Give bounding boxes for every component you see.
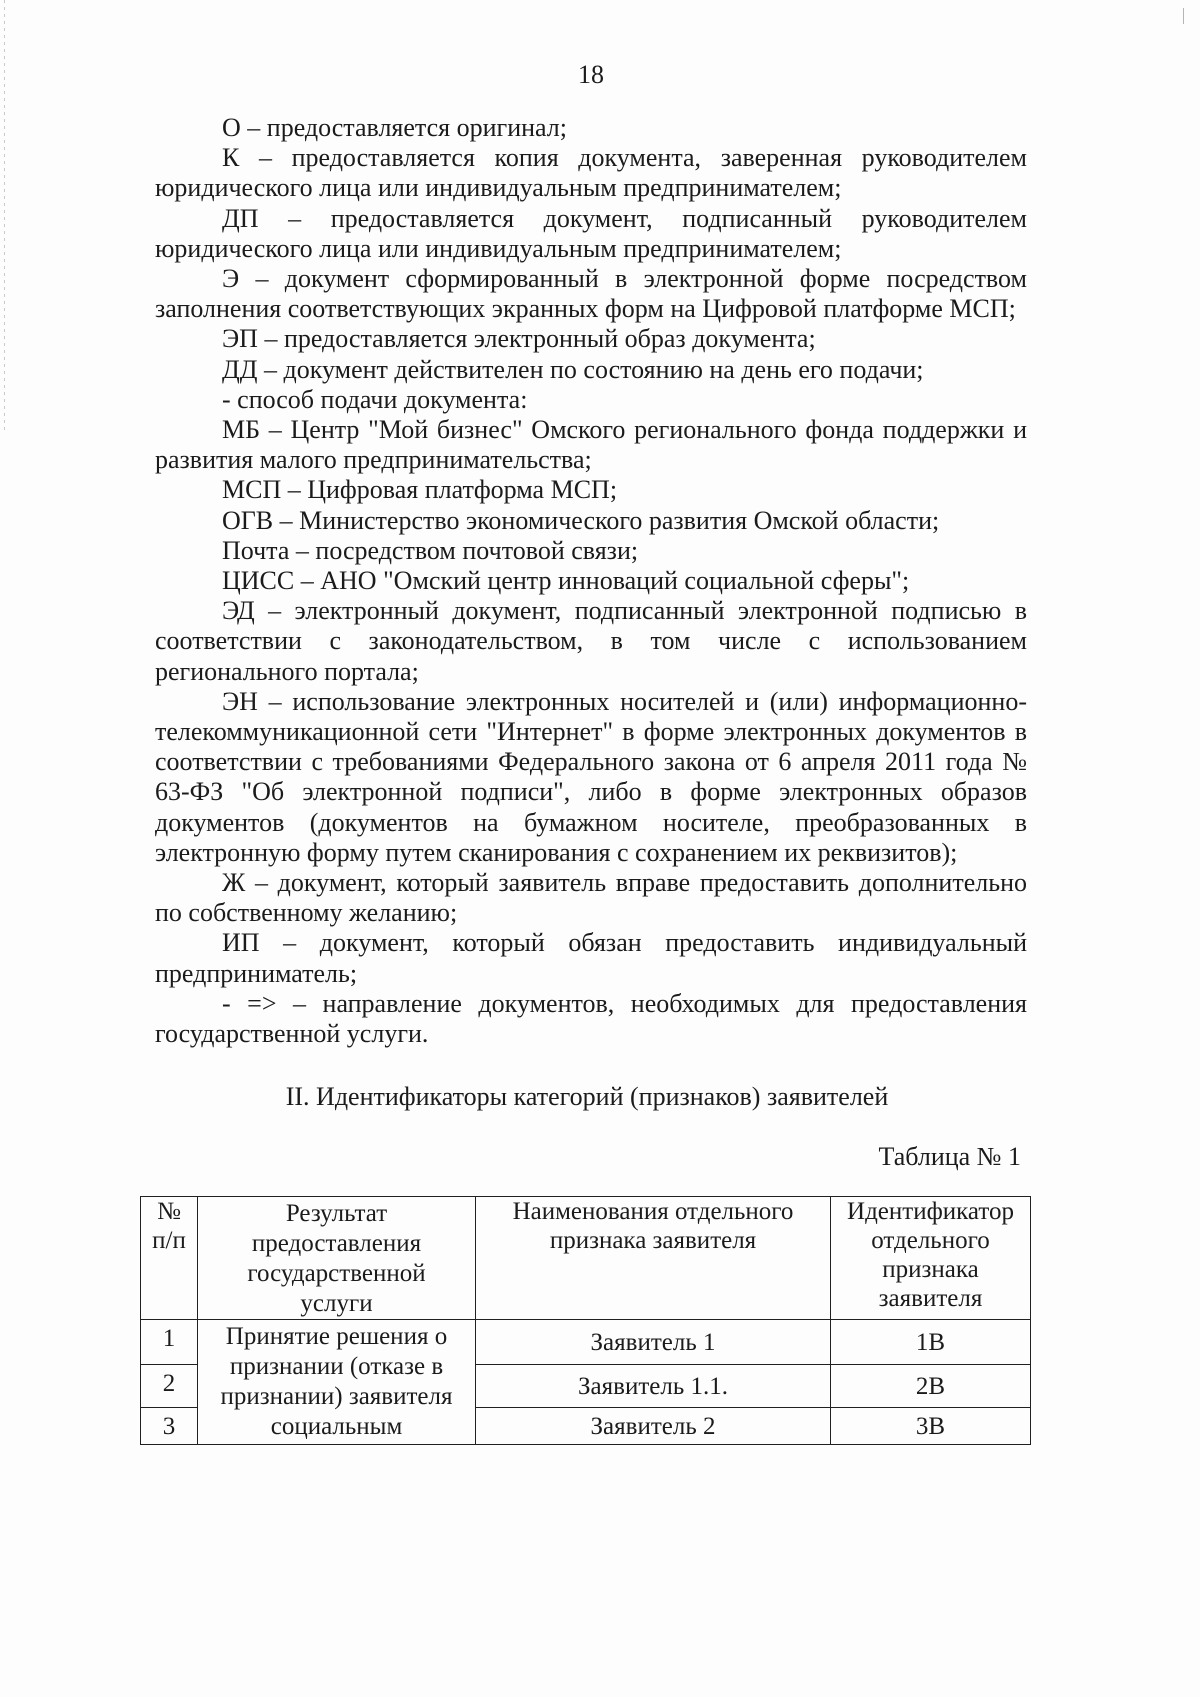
header-number: № п/п <box>141 1197 198 1320</box>
legend-item: ЦИСС – АНО "Омский центр инноваций социальной сферы"; <box>222 566 910 596</box>
row-number: 1 <box>141 1320 198 1365</box>
applicant-feature-name: Заявитель 2 <box>476 1408 831 1445</box>
row-number: 2 <box>141 1365 198 1408</box>
legend-item: ДД – документ действителен по состоянию на день его подачи; <box>222 354 924 384</box>
legend-item: - => – направление документов, необходимых для предоставления государственной услуги. <box>155 988 1027 1049</box>
service-result-cell: Принятие решения о признании (отказе в признании) заявителя социальным <box>198 1320 476 1445</box>
legend-item: МБ – Центр "Мой бизнес" Омского регионального фонда поддержки и развития малого предпринимательства; <box>155 415 1027 475</box>
header-feature-name: Наименования отдельного признака заявителя <box>476 1197 831 1320</box>
legend-item: ЭД – электронный документ, подписанный электронной подписью в соответствии с законодательством, в том числе с использованием регионального портала; <box>155 596 1027 686</box>
legend-item: ИП – документ, который обязан предоставить индивидуальный предприниматель; <box>155 928 1027 988</box>
table-row <box>141 1320 1031 1365</box>
row-number: 3 <box>141 1408 198 1445</box>
legend-item: - способ подачи документа: <box>222 384 528 414</box>
scan-edge-line <box>4 0 5 430</box>
legend-item: Ж – документ, который заявитель вправе предоставить дополнительно по собственному желанию; <box>155 868 1027 928</box>
legend-item: К – предоставляется копия документа, заверенная руководителем юридического лица или индивидуальным предпринимателем; <box>155 143 1027 203</box>
applicant-feature-id: 2В <box>831 1365 1031 1408</box>
legend-item: ОГВ – Министерство экономического развития Омской области; <box>222 505 940 535</box>
table-caption: Таблица № 1 <box>878 1142 1021 1172</box>
applicant-feature-name: Заявитель 1 <box>476 1320 831 1365</box>
header-feature-identifier: Идентификатор отдельного признака заявителя <box>831 1197 1031 1320</box>
legend-item: МСП – Цифровая платформа МСП; <box>222 475 618 505</box>
legend-item: ДП – предоставляется документ, подписанный руководителем юридического лица или индивидуальным предпринимателем; <box>155 203 1027 263</box>
page-content <box>152 60 1027 1445</box>
legend-list <box>155 113 1027 1049</box>
legend-item: Почта – посредством почтовой связи; <box>222 535 639 565</box>
scan-corner-mark <box>1183 8 1184 24</box>
legend-item: Э – документ сформированный в электронной форме посредством заполнения соответствующих экранных форм на Цифровой платформе МСП; <box>155 264 1027 324</box>
legend-item: О – предоставляется оригинал; <box>222 113 567 142</box>
header-service-result: Результат предоставления государственной услуги <box>198 1197 476 1320</box>
applicant-feature-name: Заявитель 1.1. <box>476 1365 831 1408</box>
legend-item: ЭН – использование электронных носителей и (или) информационно-телекоммуникационной сети "Интернет" в форме электронных документов в соответствии с требованиями Федерального закона от 6 апреля 2011 года № 63-ФЗ "Об электронной подписи", либо в форме электронных образов документов (документов на бумажном носителе, преобразованных в электронную форму путем сканирования с сохранением их реквизитов); <box>155 686 1027 867</box>
legend-item: ЭП – предоставляется электронный образ документа; <box>222 324 816 354</box>
applicant-feature-id: 3В <box>831 1408 1031 1445</box>
applicant-feature-id: 1В <box>831 1320 1031 1365</box>
section-heading: II. Идентификаторы категорий (признаков) заявителей <box>285 1082 889 1112</box>
applicant-identifiers-table <box>140 1196 1031 1445</box>
page-number: 18 <box>578 60 604 89</box>
table-header-row <box>141 1197 1031 1320</box>
